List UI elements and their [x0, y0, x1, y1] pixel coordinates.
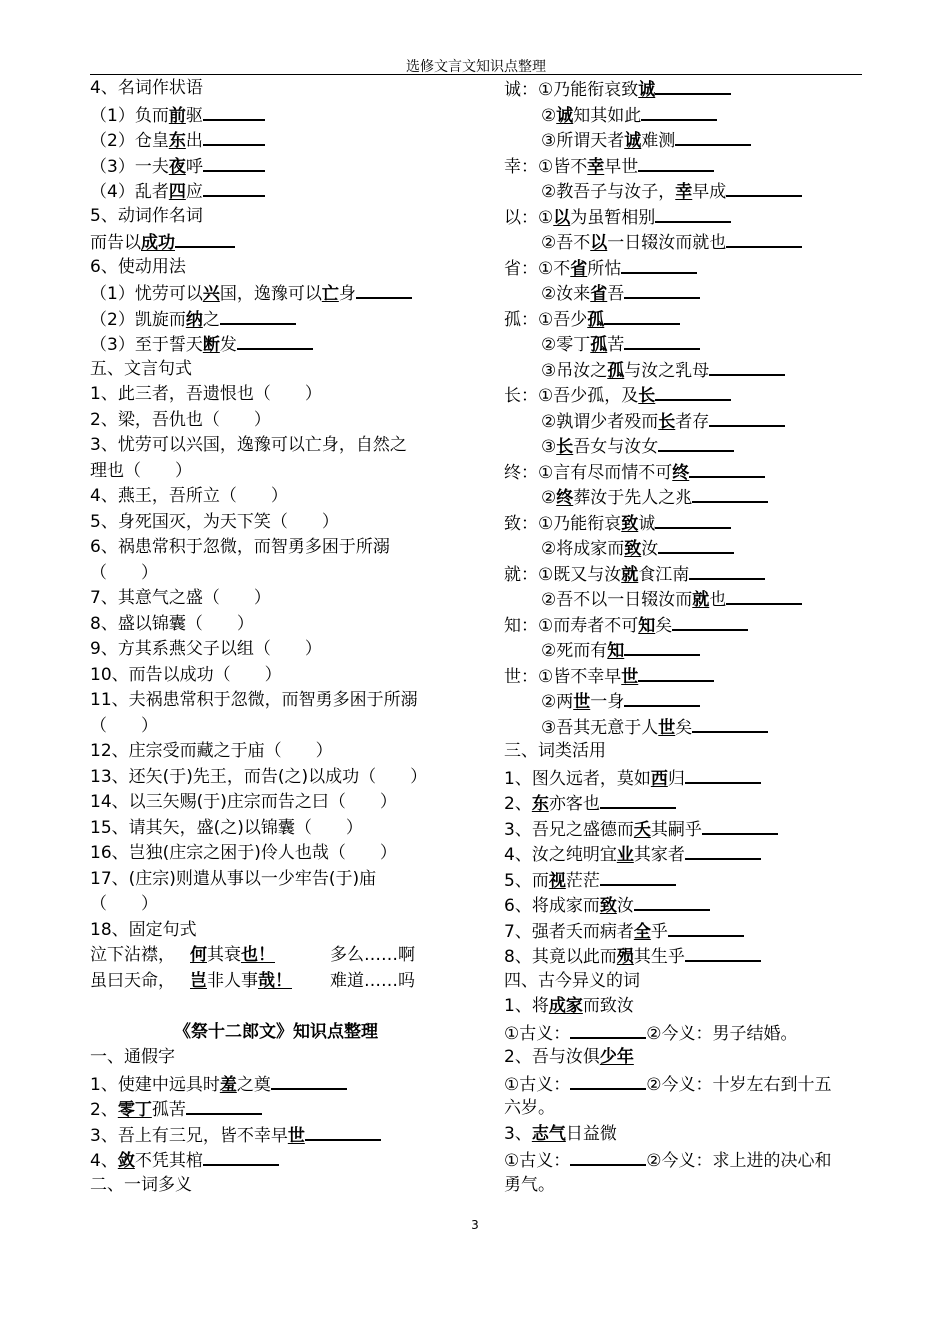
polysemy-item: 终：①言有尽而情不可终: [504, 459, 862, 485]
sentence-item: 12、庄宗受而藏之于庙（ ）: [90, 741, 333, 761]
polysemy-item: ②吾不以一日辍汝而就也: [504, 586, 862, 612]
answer-blank[interactable]: [726, 586, 802, 605]
sentence-item: 14、以三矢赐(于)庄宗而告之曰（ ）: [90, 792, 397, 812]
answer-blank[interactable]: [356, 280, 412, 299]
polysemy-item: ②教吾子与汝子，幸早成: [504, 178, 862, 204]
polysemy-item: ②汝来省吾: [504, 280, 862, 306]
meaning-line: ①古义： ②今义：求上进的决心和: [504, 1147, 862, 1173]
sentence-item: 9、方其系燕父子以组（ ）: [90, 639, 322, 659]
answer-blank[interactable]: [675, 127, 751, 146]
exercise-item: 4、敛不凭其棺: [90, 1147, 462, 1173]
answer-blank[interactable]: [203, 127, 265, 146]
polysemy-item: ②孰谓少者殁而长者存: [504, 408, 862, 434]
polysemy-item: ②终葬汝于先人之兆: [504, 484, 862, 510]
answer-blank[interactable]: [655, 76, 731, 95]
answer-blank[interactable]: [175, 229, 235, 248]
answer-blank[interactable]: [220, 306, 296, 325]
answer-blank[interactable]: [570, 1020, 646, 1039]
answer-blank[interactable]: [570, 1147, 646, 1166]
sentence-item: 7、其意气之盛（ ）: [90, 588, 271, 608]
sentence-item: 16、岂独(庄宗之困于)伶人也哉（ ）: [90, 843, 397, 863]
answer-blank[interactable]: [692, 484, 768, 503]
section-heading: 三、词类活用: [504, 741, 606, 761]
polysemy-item: ②将成家而致汝: [504, 535, 862, 561]
answer-blank[interactable]: [600, 790, 676, 809]
polysemy-item: 以：①以为虽暂相别: [504, 204, 862, 230]
exercise-item: 而告以成功: [90, 229, 462, 255]
answer-blank[interactable]: [570, 1071, 646, 1090]
exercise-item: （2）仓皇东出: [90, 127, 462, 153]
answer-blank[interactable]: [600, 867, 676, 886]
section-heading: 五、文言句式: [90, 358, 192, 379]
answer-blank[interactable]: [624, 637, 700, 656]
sentence-item: 4、燕王，吾所立（ ）: [90, 486, 288, 506]
section-heading: 二、一词多义: [90, 1174, 192, 1195]
section-heading: 4、名词作状语: [90, 78, 203, 98]
exercise-item: （3）一夫夜呼: [90, 153, 462, 179]
left-column: [90, 76, 462, 1198]
polysemy-item: 省：①不省所怙: [504, 255, 862, 281]
polysemy-item: 致：①乃能衔哀致诚: [504, 510, 862, 536]
answer-blank[interactable]: [726, 178, 802, 197]
answer-blank[interactable]: [672, 612, 748, 631]
sentence-item: 2、梁，吾仇也（ ）: [90, 409, 271, 430]
exercise-item: 3、志气日益微: [504, 1123, 617, 1144]
polysemy-item: 长：①吾少孤，及长: [504, 382, 862, 408]
sentence-item: 17、(庄宗)则遣从事以一少牢告(于)庙: [90, 868, 377, 889]
sentence-item: 18、固定句式: [90, 919, 197, 940]
sentence-item: 3、忧劳可以兴国，逸豫可以亡身，自然之: [90, 435, 407, 455]
section-heading: 5、动词作名词: [90, 205, 203, 226]
fixed-pattern: 虽曰天命， 岂非人事哉！ 难道……吗: [90, 970, 415, 991]
polysemy-item: 世：①皆不幸早世: [504, 663, 862, 689]
sentence-item: 15、请其矢，盛(之)以锦囊（ ）: [90, 817, 363, 838]
answer-blank[interactable]: [658, 433, 734, 452]
answer-blank[interactable]: [709, 357, 785, 376]
answer-blank[interactable]: [604, 306, 680, 325]
answer-blank[interactable]: [624, 280, 700, 299]
page-number: 3: [471, 1218, 479, 1232]
answer-blank[interactable]: [685, 841, 761, 860]
exercise-item: 1、图久远者，莫如西归: [504, 765, 862, 791]
section-heading: 一、通假字: [90, 1047, 175, 1067]
exercise-item: 5、而视茫茫: [504, 867, 862, 893]
polysemy-item: 知：①而寿者不可知矣: [504, 612, 862, 638]
polysemy-item: 就：①既又与汝就食江南: [504, 561, 862, 587]
exercise-item: 8、其竟以此而殒其生乎: [504, 943, 862, 969]
meaning-line: ①古义： ②今义：十岁左右到十五: [504, 1071, 862, 1097]
answer-blank[interactable]: [692, 714, 768, 733]
answer-blank[interactable]: [655, 204, 731, 223]
polysemy-item: ②零丁孤苦: [504, 331, 862, 357]
answer-blank[interactable]: [203, 102, 265, 121]
polysemy-item: 幸：①皆不幸早世: [504, 153, 862, 179]
answer-blank[interactable]: [624, 331, 700, 350]
answer-blank[interactable]: [638, 153, 714, 172]
answer-blank[interactable]: [203, 153, 265, 172]
answer-blank[interactable]: [689, 459, 765, 478]
polysemy-item: ②诚知其如此: [504, 102, 862, 128]
exercise-item: 1、将成家而致汝: [504, 996, 634, 1016]
polysemy-item: ③吾其无意于人世矣: [504, 714, 862, 740]
sentence-item: 13、还矢(于)先王，而告(之)以成功（ ）: [90, 766, 428, 787]
sentence-item: 1、此三者，吾遗恨也（ ）: [90, 384, 322, 404]
exercise-item: （3）至于誓天断发: [90, 331, 462, 357]
answer-blank[interactable]: [237, 331, 313, 350]
sentence-item: 10、而告以成功（ ）: [90, 664, 282, 685]
polysemy-item: ②两世一身: [504, 688, 862, 714]
exercise-item: 3、吾上有三兄，皆不幸早世: [90, 1122, 462, 1148]
sentence-item: （ ）: [90, 715, 158, 736]
polysemy-item: 诚：①乃能衔哀致诚: [504, 76, 862, 102]
exercise-item: 4、汝之纯明宜业其家者: [504, 841, 862, 867]
exercise-item: 3、吾兄之盛德而夭其嗣乎: [504, 816, 862, 842]
polysemy-item: ③所谓天者诚难测: [504, 127, 862, 153]
meaning-line: ①古义： ②今义：男子结婚。: [504, 1020, 862, 1046]
answer-blank[interactable]: [203, 178, 265, 197]
answer-blank[interactable]: [658, 535, 734, 554]
answer-blank[interactable]: [624, 688, 700, 707]
answer-blank[interactable]: [685, 765, 761, 784]
answer-blank[interactable]: [709, 408, 785, 427]
polysemy-item: ③吊汝之孤与汝之乳母: [504, 357, 862, 383]
exercise-item: 1、使建中远具时羞之奠: [90, 1071, 462, 1097]
exercise-item: （4）乱者四应: [90, 178, 462, 204]
sentence-item: 理也（ ）: [90, 460, 192, 481]
section-title: 《祭十二郎文》知识点整理: [174, 1021, 378, 1042]
sentence-item: 8、盛以锦囊（ ）: [90, 613, 254, 634]
answer-blank[interactable]: [203, 1147, 279, 1166]
answer-blank[interactable]: [271, 1071, 347, 1090]
sentence-item: （ ）: [90, 562, 158, 583]
answer-blank[interactable]: [305, 1122, 381, 1141]
answer-blank[interactable]: [702, 816, 778, 835]
exercise-item: （1）负而前驱: [90, 102, 462, 128]
exercise-item: 2、东亦客也: [504, 790, 862, 816]
answer-blank[interactable]: [655, 382, 731, 401]
polysemy-item: 孤：①吾少孤: [504, 306, 862, 332]
sentence-item: （ ）: [90, 894, 158, 914]
exercise-item: 6、将成家而致汝: [504, 892, 862, 918]
answer-blank[interactable]: [726, 229, 802, 248]
answer-blank[interactable]: [689, 561, 765, 580]
answer-blank[interactable]: [685, 943, 761, 962]
polysemy-item: ②死而有知: [504, 637, 862, 663]
answer-blank[interactable]: [641, 102, 717, 121]
meaning-line: 六岁。: [504, 1098, 555, 1118]
answer-blank[interactable]: [638, 663, 714, 682]
polysemy-item: ②吾不以一日辍汝而就也: [504, 229, 862, 255]
section-heading: 6、使动用法: [90, 256, 186, 277]
exercise-item: （2）凯旋而纳之: [90, 306, 462, 332]
fixed-pattern: 泣下沾襟， 何其衰也！ 多么……啊: [90, 945, 415, 965]
answer-blank[interactable]: [655, 510, 731, 529]
meaning-line: 勇气。: [504, 1174, 555, 1195]
exercise-item: （1）忧劳可以兴国，逸豫可以亡身: [90, 280, 462, 306]
answer-blank[interactable]: [186, 1096, 262, 1115]
page-header: 选修文言文知识点整理: [90, 56, 862, 75]
answer-blank[interactable]: [634, 892, 710, 911]
exercise-item: 2、吾与汝俱少年: [504, 1047, 634, 1067]
sentence-item: 6、祸患常积于忽微，而智勇多困于所溺: [90, 537, 390, 557]
answer-blank[interactable]: [668, 918, 744, 937]
exercise-item: 7、强者夭而病者全乎: [504, 918, 862, 944]
exercise-item: 2、零丁孤苦: [90, 1096, 462, 1122]
sentence-item: 5、身死国灭，为天下笑（ ）: [90, 511, 339, 532]
answer-blank[interactable]: [621, 255, 697, 274]
sentence-item: 11、夫祸患常积于忽微，而智勇多困于所溺: [90, 690, 418, 710]
section-heading: 四、古今异义的词: [504, 970, 640, 991]
right-column: [504, 76, 862, 1198]
polysemy-item: ③长吾女与汝女: [504, 433, 862, 459]
